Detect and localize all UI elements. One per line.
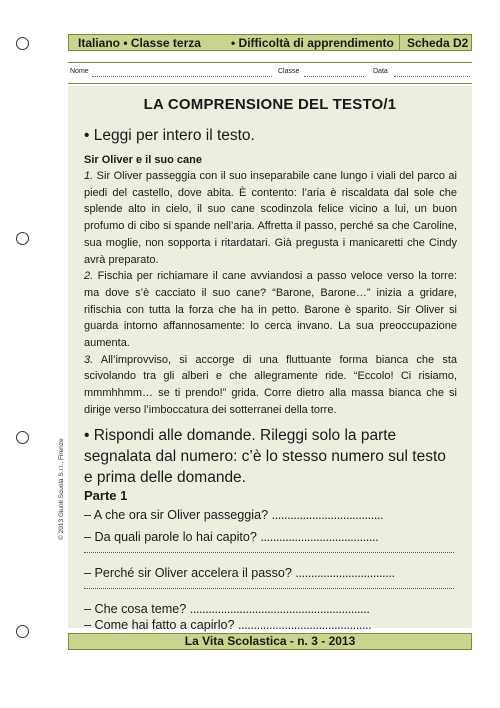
class-field[interactable] (304, 70, 364, 77)
name-label: Nome (70, 68, 89, 75)
answer-field[interactable]: .................................... (271, 508, 384, 522)
answer-line[interactable] (84, 544, 454, 553)
story-paragraph-3: 3. All’improvviso, si accorge di una fluttuante forma bianca che sta scivolando tra gli alberi e che allegramente ride. “Eccolo! Ci risiamo, mmmhhmm… se ti prendo!” grida. Corre dietro alla massa bianca che si dirige verso l’imboccatura dei sotterranei della torre. (84, 353, 457, 416)
header-sheet: Scheda D2 (407, 36, 469, 50)
binder-hole (16, 37, 29, 50)
name-field[interactable] (92, 70, 272, 77)
date-field[interactable] (394, 70, 470, 77)
header-subject: Italiano • Classe terza (78, 36, 201, 50)
binder-hole (16, 625, 29, 638)
class-label: Classe (278, 68, 300, 75)
date-label: Data (373, 68, 388, 75)
answer-field[interactable]: ................................ (295, 566, 395, 580)
instruction-line: segnalata dal numero: c’è lo stesso numero sul testo (84, 448, 446, 465)
answer-field[interactable]: ........................................... (238, 618, 372, 632)
footer-bar: La Vita Scolastica - n. 3 - 2013 (68, 633, 472, 650)
question-5: – Come hai fatto a capirlo? ........................................... (84, 618, 372, 632)
page-title: LA COMPRENSIONE DEL TESTO/1 (143, 96, 397, 113)
instruction-line: e prima delle domande. (84, 469, 246, 486)
answer-line[interactable] (84, 580, 454, 589)
header-bar (68, 34, 472, 51)
student-info-row (68, 62, 472, 84)
binder-hole (16, 431, 29, 444)
answer-field[interactable]: ...................................... (260, 530, 379, 544)
copyright-notice: © 2013 Giunti Scuola S.r.l., Firenze (58, 438, 65, 540)
story-text (84, 168, 457, 419)
story-paragraph-1: 1. Sir Oliver passeggia con il suo inseparabile cane lungo i viali del parco ai piedi del castello, dove abita. È contento: l’aria è riscaldata dal sole che splende alto in cielo, il suo cane scodinzola felice vicino a lui, un buon profumo di cibo si spande nell’aria. Affretta il passo, perché sa che Caroline, sua moglie, non sopporta i ritardatari. Già pregusta i manicaretti che Cindy avrà preparato. (84, 170, 457, 266)
binder-hole (16, 232, 29, 245)
instruction-answer (84, 425, 446, 488)
story-paragraph-2: 2. Fischia per richiamare il cane avviandosi a passo veloce verso la torre: ma dove s’è cacciato il suo cane? “Barone, Barone…” inizia a gridare, rifischia con tutta la forza che ha in petto. Barone è sparito. Sir Oliver si guarda intorno affannosamente: lo cerca invano. La sua preoccupazione aumenta. (84, 270, 457, 350)
question-2: – Da quali parole lo hai capito? ...................................... (84, 530, 379, 544)
instruction-read: • Leggi per intero il testo. (84, 127, 255, 144)
story-title: Sir Oliver e il suo cane (84, 154, 202, 166)
instruction-line: • Rispondi alle domande. Rileggi solo la parte (84, 427, 397, 444)
worksheet-panel (68, 86, 472, 632)
header-divider (399, 35, 400, 50)
part-title: Parte 1 (84, 488, 128, 503)
header-topic: • Difficoltà di apprendimento (231, 36, 394, 50)
question-1: – A che ora sir Oliver passeggia? .................................... (84, 508, 384, 522)
answer-field[interactable]: .......................................................... (189, 602, 370, 616)
question-3: – Perché sir Oliver accelera il passo? ................................ (84, 566, 395, 580)
question-4: – Che cosa teme? .......................................................... (84, 602, 370, 616)
